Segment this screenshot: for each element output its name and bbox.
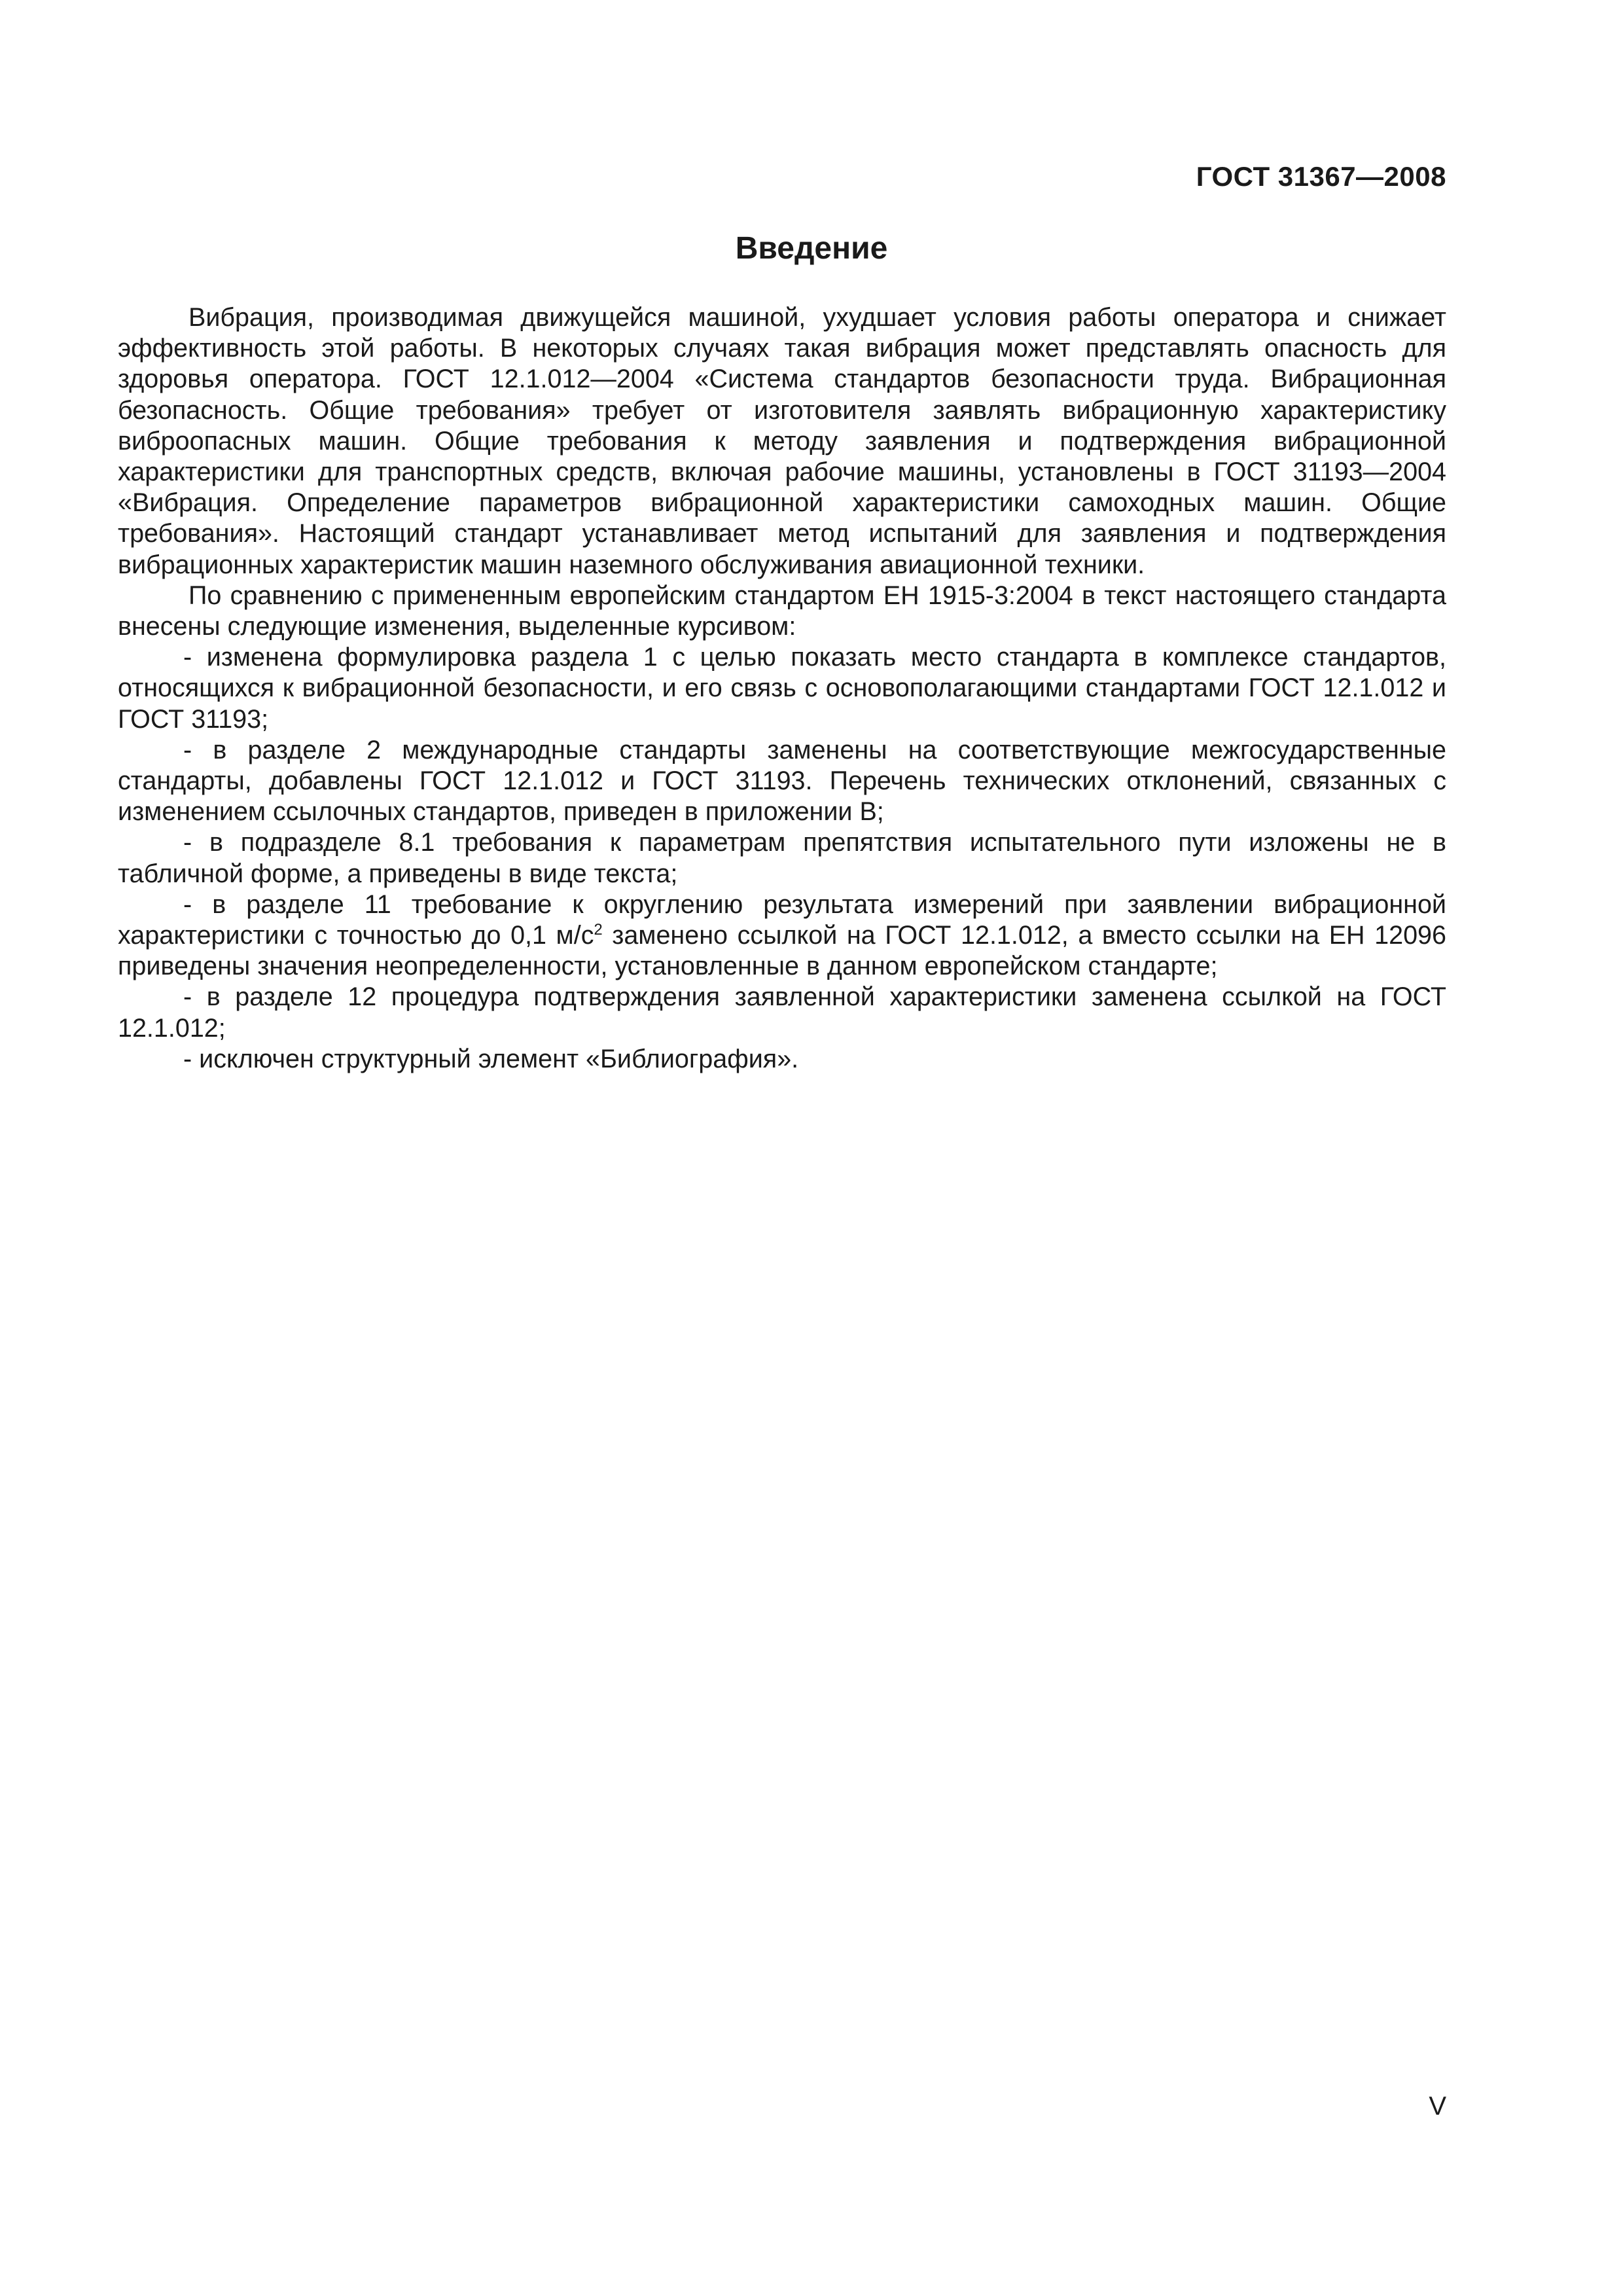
change-list-item: - в разделе 2 международные стандарты заменены на соответствующие межгосударственные стандарты, добавлены ГОСТ 12.1.012 и ГОСТ 31193. Перечень технических отклонений, связанных с изменением ссылочных стандартов, приведен в приложении В; [118,735,1446,827]
unit-superscript: 2 [594,921,603,939]
intro-paragraph: По сравнению с примененным европейским стандартом ЕН 1915-3:2004 в текст настоящего стандарта внесены следующие изменения, выделенные курсивом: [118,581,1446,641]
change-text-after-unit: заменено ссылкой на ГОСТ 12.1.012, а вместо ссылки на ЕН 12096 приведены значения неопределенности, установленные в данном европейском стандарте; [118,921,1446,981]
change-text-before-unit: - в разделе 11 требование к округлению результата измерений при заявлении вибрационной характеристики с точностью до 0,1 м/с [118,889,1446,950]
change-list-item: - в разделе 12 процедура подтверждения заявленной характеристики заменена ссылкой на ГОСТ 12.1.012; [118,982,1446,1043]
page-number: V [1429,2092,1446,2121]
introduction-body [118,302,1446,1075]
document-code-header: ГОСТ 31367—2008 [1196,161,1446,192]
change-list-item: - изменена формулировка раздела 1 с целью показать место стандарта в комплексе стандартов, относящихся к вибрационной безопасности, и его связь с основополагающими стандартами ГОСТ 12.1.012 и ГОСТ 31193; [118,643,1446,734]
section-title: Введение [735,231,888,266]
change-list-item: - в подразделе 8.1 требования к параметрам препятствия испытательного пути изложены не в табличной форме, а приведены в виде текста; [118,828,1446,888]
change-list-item [118,889,1446,982]
intro-paragraph: Вибрация, производимая движущейся машиной, ухудшает условия работы оператора и снижает эффективность этой работы. В некоторых случаях такая вибрация может представлять опасность для здоровья оператора. ГОСТ 12.1.012—2004 «Система стандартов безопасности труда. Вибрационная безопасность. Общие требования» требует от изготовителя заявлять вибрационную характеристику виброопасных машин. Общие требования к методу заявления и подтверждения вибрационной характеристики для транспортных средств, включая рабочие машины, установлены в ГОСТ 31193—2004 «Вибрация. Определение параметров вибрационной характеристики самоходных машин. Общие требования». Настоящий стандарт устанавливает метод испытаний для заявления и подтверждения вибрационных характеристик машин наземного обслуживания авиационной техники. [118,303,1446,579]
change-list-item: - исключен структурный элемент «Библиография». [183,1044,799,1073]
